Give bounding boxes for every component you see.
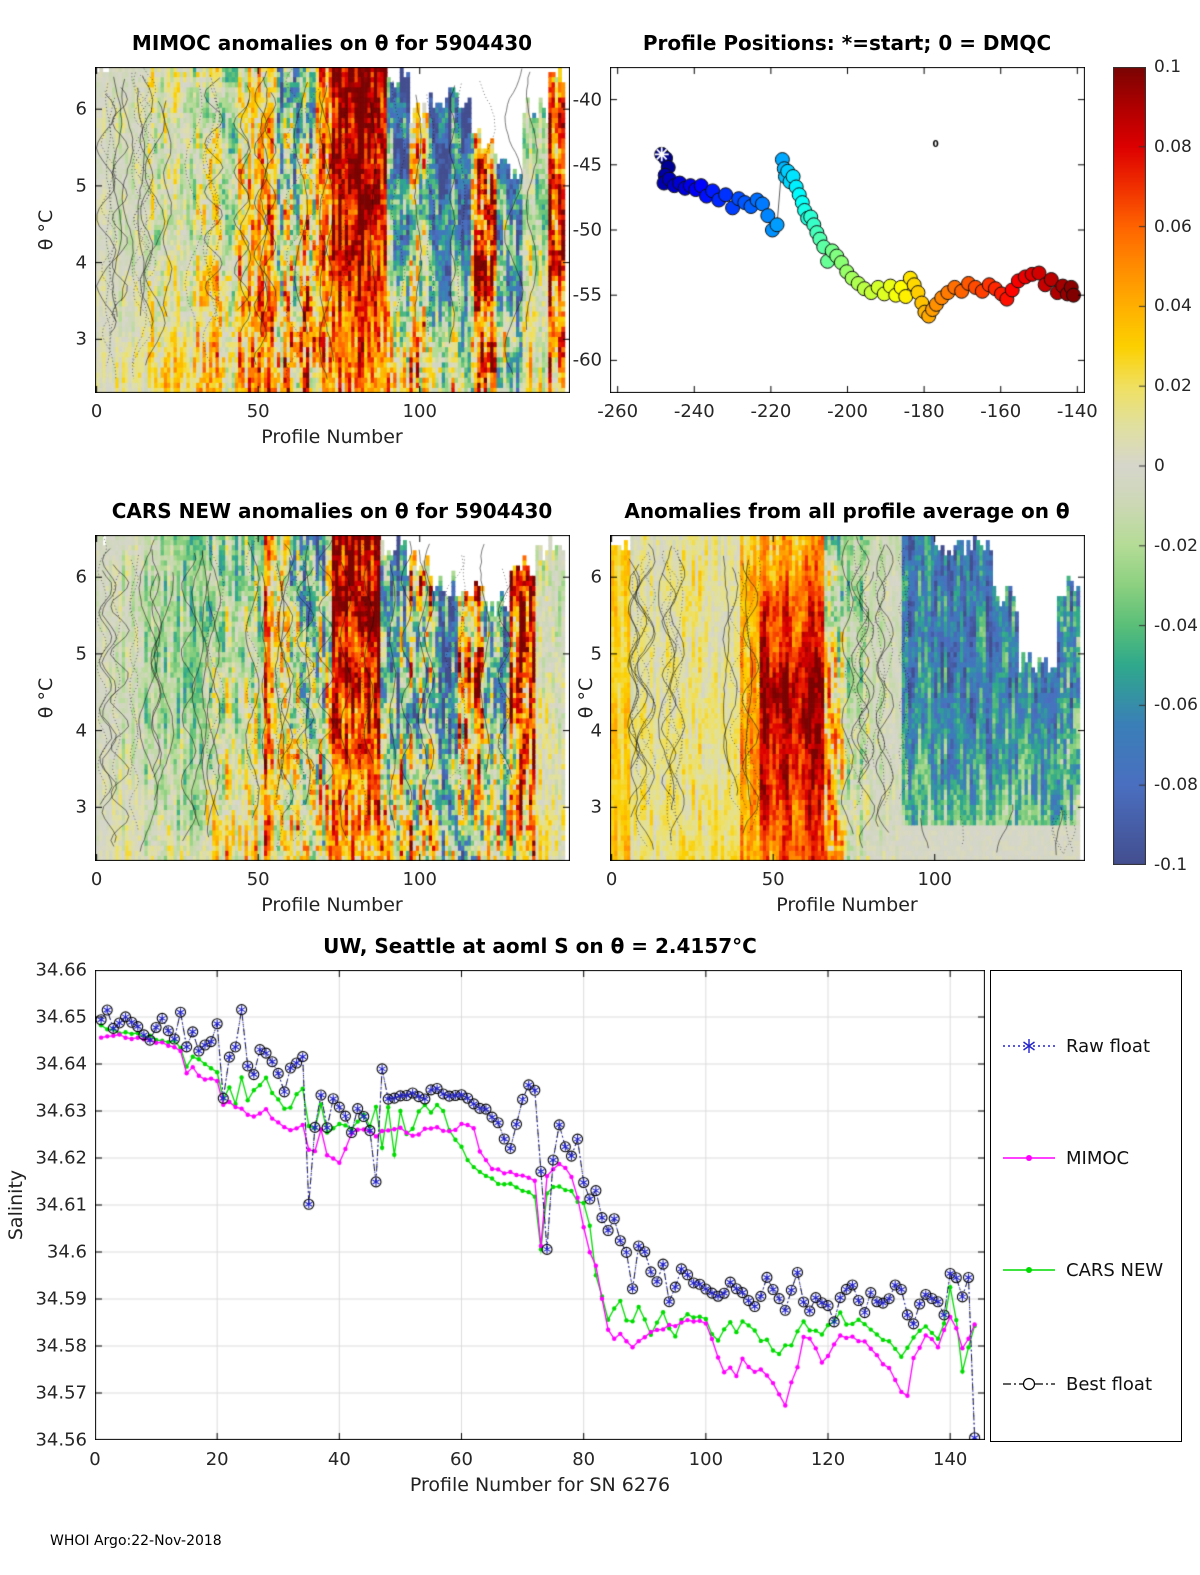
tick-label: 60 [450,1449,473,1470]
tick-label: 34.61 [35,1194,87,1216]
tick-label: -40 [572,89,602,111]
tick-label: 50 [246,869,270,890]
tick-label: 0 [89,1449,101,1470]
tick-label: 34.64 [35,1053,87,1075]
tick-label: -180 [903,401,945,422]
tick-label: 0 [1154,456,1165,476]
tick-label: 3 [75,328,87,350]
tick-label: -220 [750,401,792,422]
cars-heatmap-canvas [95,535,570,861]
tick-label: -0.02 [1154,535,1198,556]
legend-raw-float [1001,1035,1150,1057]
tick-label: -0.08 [1154,775,1198,796]
mimoc-xlabel: Profile Number [261,426,403,448]
tick-label: 3 [590,796,602,818]
panel-cars-title: CARS NEW anomalies on θ for 5904430 [111,499,553,523]
tick-label: 3 [75,796,87,818]
tick-label: -160 [980,401,1022,422]
tick-label: 120 [810,1449,846,1470]
tick-label: 34.57 [35,1382,87,1404]
tick-label: 80 [572,1449,596,1470]
legend-mimoc [1001,1147,1129,1169]
allavg-xlabel: Profile Number [776,894,918,916]
panel-positions-title: Profile Positions: *=start; 0 = DMQC [642,31,1052,55]
mimoc-heatmap-canvas [95,67,570,393]
tick-label: -140 [1056,401,1098,422]
legend-best-float [1001,1373,1152,1395]
tick-label: 100 [917,869,952,890]
tick-label: 0.08 [1154,136,1192,157]
mimoc-ylabel: θ °C [35,209,57,251]
best-float-marker-icon [1001,1373,1057,1395]
tick-label: -0.1 [1154,855,1188,875]
salinity-series-canvas [95,970,985,1440]
tick-label: 34.66 [35,959,87,981]
tick-label: 140 [932,1449,968,1470]
legend-cars-new-label: CARS NEW [1066,1259,1164,1281]
tick-label: -0.04 [1154,615,1198,636]
legend-best-float-label: Best float [1066,1373,1153,1395]
tick-label: -45 [572,154,602,176]
tick-label: 0.04 [1154,296,1192,317]
tick-label: -60 [572,349,602,371]
tick-label: 0.1 [1154,57,1182,77]
cars-xlabel: Profile Number [261,894,403,916]
tick-label: 4 [590,720,602,742]
tick-label: 0 [605,869,618,890]
tick-label: 6 [75,98,87,120]
tick-label: -0.06 [1154,695,1198,716]
tick-label: 5 [590,643,602,665]
salinity-xlabel: Profile Number for SN 6276 [409,1474,671,1496]
raw-float-marker-icon [1001,1035,1057,1057]
tick-label: 100 [402,869,437,890]
tick-label: -55 [572,284,602,306]
tick-label: 34.58 [35,1335,87,1357]
tick-label: 34.65 [35,1006,87,1028]
tick-label: 5 [75,175,87,197]
anomaly-colorbar [1113,67,1146,865]
tick-label: 50 [761,869,785,890]
legend-raw-float-label: Raw float [1066,1035,1151,1057]
tick-label: 20 [205,1449,229,1470]
tick-label: -240 [673,401,715,422]
profile-positions-canvas [610,67,1085,393]
tick-label: 0.02 [1154,376,1192,397]
tick-label: 34.6 [46,1241,87,1263]
footer-text: WHOI Argo:22-Nov-2018 [50,1533,222,1549]
tick-label: -260 [597,401,639,422]
tick-label: 0 [90,869,103,890]
mimoc-marker-icon [1001,1147,1057,1169]
tick-label: 40 [327,1449,351,1470]
tick-label: 34.62 [35,1147,87,1169]
tick-label: 4 [75,252,87,274]
tick-label: 100 [402,401,437,422]
tick-label: 34.59 [35,1288,87,1310]
panel-mimoc-title: MIMOC anomalies on θ for 5904430 [131,31,533,55]
tick-label: 5 [75,643,87,665]
tick-label: 6 [75,566,87,588]
cars-ylabel: θ °C [35,677,57,719]
tick-label: 0 [90,401,103,422]
tick-label: 34.56 [35,1429,87,1451]
tick-label: -50 [572,219,602,241]
tick-label: 6 [590,566,602,588]
salinity-ylabel: Salinity [5,1169,27,1241]
allavg-heatmap-canvas [610,535,1085,861]
legend [990,970,1182,1442]
tick-label: 34.63 [35,1100,87,1122]
panel-allavg-title: Anomalies from all profile average on θ [624,499,1070,523]
cars-new-marker-icon [1001,1259,1057,1281]
tick-label: 4 [75,720,87,742]
panel-salinity-title: UW, Seattle at aoml S on θ = 2.4157°C [323,934,757,958]
tick-label: 50 [246,401,270,422]
tick-label: 0.06 [1154,216,1192,237]
legend-cars-new [1001,1259,1163,1281]
legend-mimoc-label: MIMOC [1066,1147,1130,1169]
tick-label: -200 [827,401,868,422]
tick-label: 100 [688,1449,724,1470]
allavg-ylabel: θ °C [575,677,597,719]
